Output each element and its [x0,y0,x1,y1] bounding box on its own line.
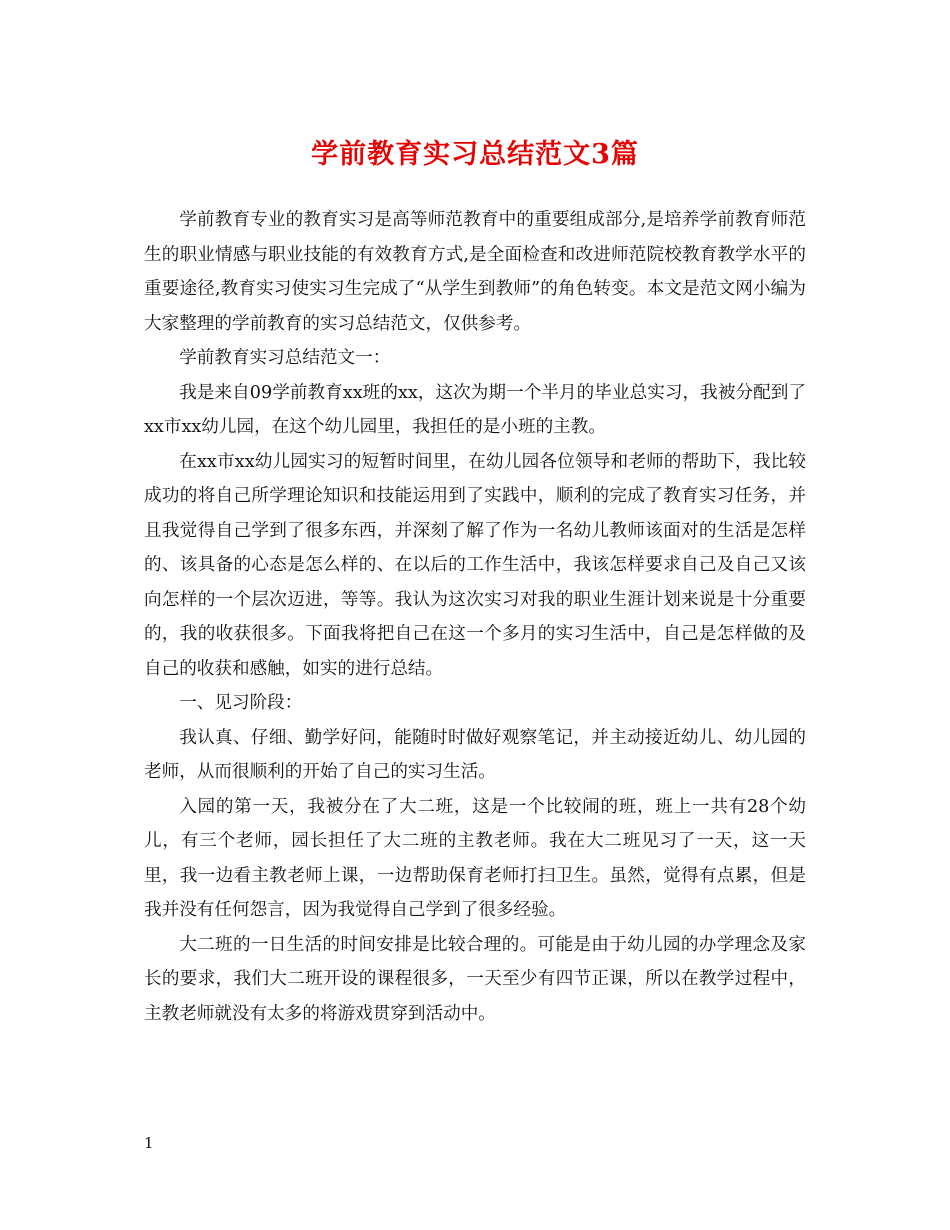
section-heading: 学前教育实习总结范文一： [179,348,391,368]
paragraph: 我认真、仔细、勤学好问，能随时时做好观察笔记，并主动接近幼儿、幼儿园的老师，从而很顺利的开始了自己的实习生活。 [144,727,806,782]
page-title: 学前教育实习总结范文3篇 [311,139,639,170]
paragraph: 大二班的一日生活的时间安排是比较合理的。可能是由于幼儿园的办学理念及家长的要求，我们大二班开设的课程很多，一天至少有四节正课，所以在教学过程中，主教老师就没有太多的将游戏贯穿到活动中。 [144,934,806,1024]
paragraph: 在xx市xx幼儿园实习的短暂时间里，在幼儿园各位领导和老师的帮助下，我比较成功的将自己所学理论知识和技能运用到了实践中，顺利的完成了教育实习任务，并且我觉得自己学到了很多东西，并深刻了解了作为一名幼儿教师该面对的生活是怎样的、该具备的心态是怎么样的、在以后的工作生活中，我该怎样要求自己及自己又该向怎样的一个层次迈进，等等。我认为这次实习对我的职业生涯计划来说是十分重要的，我的收获很多。下面我将把自己在这一个多月的实习生活中，自己是怎样做的及自己的收获和感触，如实的进行总结。 [144,451,806,679]
section-heading: 一、见习阶段： [179,693,303,713]
paragraph: 我是来自09学前教育xx班的xx，这次为期一个半月的毕业总实习，我被分配到了xx市xx幼儿园，在这个幼儿园里，我担任的是小班的主教。 [144,382,806,437]
paragraph-intro: 学前教育专业的教育实习是高等师范教育中的重要组成部分,是培养学前教育师范生的职业情感与职业技能的有效教育方式,是全面检查和改进师范院校教育教学水平的重要途径,教育实习使实习生完成了“从学生到教师”的角色转变。本文是范文网小编为大家整理的学前教育的实习总结范文，仅供参考。 [144,210,806,334]
document-body [144,203,806,1031]
page-number: 1 [144,1134,154,1152]
paragraph: 入园的第一天，我被分在了大二班，这是一个比较闹的班，班上一共有28个幼儿，有三个老师，园长担任了大二班的主教老师。我在大二班见习了一天，这一天里，我一边看主教老师上课，一边帮助保育老师打扫卫生。虽然，觉得有点累，但是我并没有任何怨言，因为我觉得自己学到了很多经验。 [144,796,806,920]
